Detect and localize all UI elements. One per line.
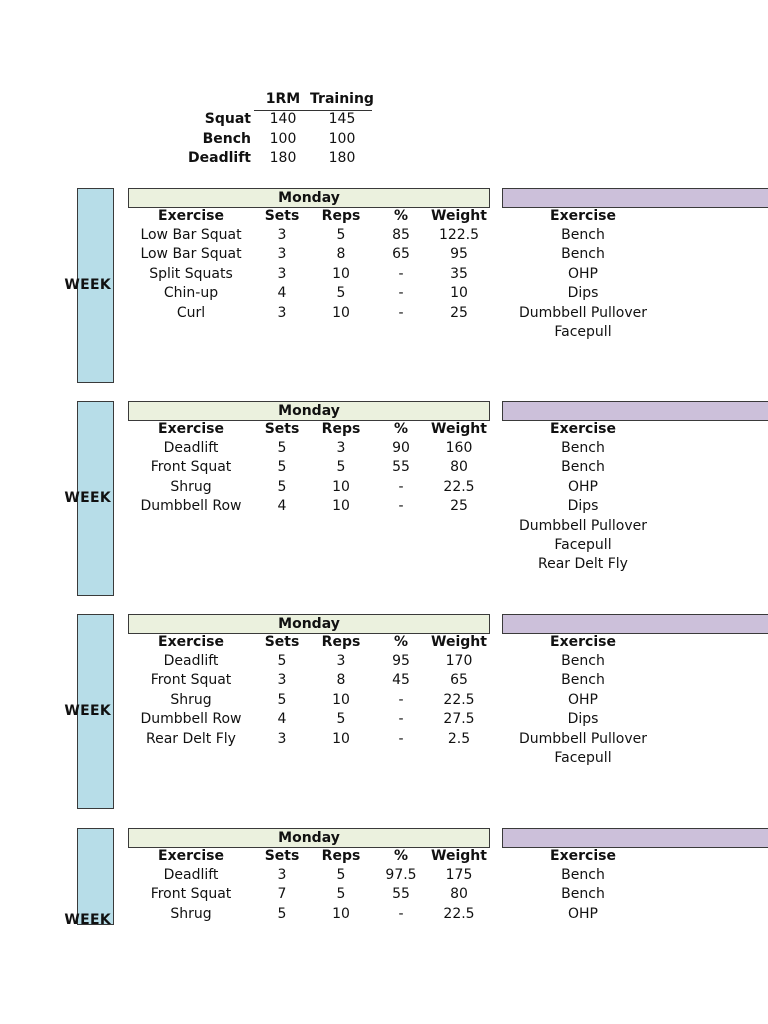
col-header-percent: %: [393, 634, 409, 650]
weight-cell: 35: [450, 265, 468, 282]
weight-cell: 160: [445, 440, 473, 456]
col-header-exercise: Exercise: [158, 208, 224, 224]
weight-cell: 10: [450, 285, 468, 302]
day-header-second: [502, 828, 768, 848]
sets-cell: 3: [277, 867, 287, 883]
exercise-cell: Low Bar Squat: [140, 246, 242, 263]
exercise-cell: Facepull: [554, 324, 612, 340]
reps-cell: 3: [336, 653, 346, 669]
sets-cell: 3: [277, 672, 287, 689]
reps-cell: 10: [332, 905, 350, 922]
exercise-cell: Low Bar Squat: [140, 227, 242, 243]
col-header-weight: Weight: [431, 848, 487, 864]
percent-cell: -: [398, 691, 404, 708]
exercise-cell: Dumbbell Pullover: [519, 730, 647, 747]
percent-cell: 65: [392, 246, 410, 263]
percent-cell: 90: [392, 440, 410, 456]
sets-cell: 7: [277, 886, 287, 903]
exercise-cell: Chin-up: [163, 285, 219, 302]
exercise-cell: Curl: [176, 304, 206, 321]
col-header-sets: Sets: [264, 421, 300, 437]
col-header-exercise: Exercise: [550, 421, 616, 437]
exercise-cell: Dips: [567, 285, 599, 302]
exercise-cell: Facepull: [554, 537, 612, 553]
exercise-cell: Split Squats: [149, 265, 233, 282]
training-max-header: Training: [310, 91, 374, 107]
day-header-monday: Monday: [128, 188, 490, 208]
weight-cell: 22.5: [443, 478, 475, 495]
col-header-reps: Reps: [321, 421, 361, 437]
reps-cell: 10: [332, 691, 350, 708]
exercise-cell: Bench: [561, 653, 605, 669]
exercise-cell: Dumbbell Row: [140, 711, 242, 728]
col-header-exercise: Exercise: [550, 208, 616, 224]
one-rm-header: 1RM: [265, 91, 301, 107]
reps-cell: 5: [336, 285, 346, 302]
weight-cell: 25: [450, 498, 468, 515]
week-tab: [64, 401, 114, 596]
reps-cell: 8: [336, 246, 346, 263]
percent-cell: -: [398, 304, 404, 321]
week-tab: [64, 828, 114, 928]
sets-cell: 5: [277, 478, 287, 495]
percent-cell: -: [398, 478, 404, 495]
col-header-exercise: Exercise: [550, 848, 616, 864]
lift-name: Deadlift: [188, 150, 251, 166]
percent-cell: -: [398, 498, 404, 515]
training-value: 145: [328, 111, 356, 127]
weight-cell: 122.5: [438, 227, 480, 243]
col-header-weight: Weight: [431, 634, 487, 650]
sets-cell: 3: [277, 246, 287, 263]
exercise-cell: Shrug: [170, 478, 212, 495]
col-header-sets: Sets: [264, 208, 300, 224]
exercise-cell: Bench: [561, 867, 605, 883]
col-header-reps: Reps: [321, 634, 361, 650]
exercise-cell: Shrug: [170, 905, 212, 922]
weight-cell: 175: [445, 867, 473, 883]
reps-cell: 5: [336, 867, 346, 883]
weight-cell: 80: [450, 459, 468, 476]
exercise-cell: OHP: [568, 905, 598, 922]
day-header-second: [502, 401, 768, 421]
col-header-exercise: Exercise: [158, 634, 224, 650]
training-value: 180: [328, 150, 356, 166]
reps-cell: 8: [336, 672, 346, 689]
reps-cell: 5: [336, 459, 346, 476]
exercise-cell: Deadlift: [163, 440, 219, 456]
reps-cell: 5: [336, 886, 346, 903]
week-tab: [64, 614, 114, 809]
exercise-cell: Deadlift: [163, 653, 219, 669]
reps-cell: 3: [336, 440, 346, 456]
col-header-percent: %: [393, 208, 409, 224]
exercise-cell: OHP: [568, 691, 598, 708]
weight-cell: 170: [445, 653, 473, 669]
one-rm-value: 180: [269, 150, 297, 166]
percent-cell: 95: [392, 653, 410, 669]
percent-cell: -: [398, 285, 404, 302]
week-label: WEEK: [64, 912, 111, 928]
sets-cell: 4: [277, 285, 287, 302]
week-label: WEEK: [64, 703, 111, 719]
exercise-cell: Dumbbell Row: [140, 498, 242, 515]
week-label: WEEK: [64, 277, 111, 293]
col-header-sets: Sets: [264, 634, 300, 650]
exercise-cell: Dips: [567, 498, 599, 515]
reps-cell: 5: [336, 711, 346, 728]
exercise-cell: Bench: [561, 886, 605, 903]
day-header-monday: Monday: [128, 401, 490, 421]
weight-cell: 95: [450, 246, 468, 263]
sets-cell: 4: [277, 498, 287, 515]
exercise-cell: OHP: [568, 478, 598, 495]
day-header-monday: Monday: [128, 614, 490, 634]
day-header-monday: Monday: [128, 828, 490, 848]
col-header-sets: Sets: [264, 848, 300, 864]
reps-cell: 10: [332, 498, 350, 515]
col-header-percent: %: [393, 848, 409, 864]
day-header-second: [502, 614, 768, 634]
day-header-second: [502, 188, 768, 208]
percent-cell: 55: [392, 886, 410, 903]
exercise-cell: Front Squat: [150, 886, 232, 903]
weight-cell: 65: [450, 672, 468, 689]
col-header-percent: %: [393, 421, 409, 437]
col-header-weight: Weight: [431, 421, 487, 437]
col-header-exercise: Exercise: [158, 848, 224, 864]
exercise-cell: Deadlift: [163, 867, 219, 883]
exercise-cell: Bench: [561, 672, 605, 689]
percent-cell: 55: [392, 459, 410, 476]
percent-cell: -: [398, 905, 404, 922]
weight-cell: 22.5: [443, 691, 475, 708]
week-tab: [64, 188, 114, 383]
week-label: WEEK: [64, 490, 111, 506]
reps-cell: 5: [336, 227, 346, 243]
percent-cell: 97.5: [385, 867, 417, 883]
reps-cell: 10: [332, 304, 350, 321]
training-value: 100: [328, 131, 356, 147]
sets-cell: 3: [277, 304, 287, 321]
sets-cell: 5: [277, 459, 287, 476]
percent-cell: -: [398, 265, 404, 282]
exercise-cell: Facepull: [554, 750, 612, 766]
exercise-cell: Front Squat: [150, 459, 232, 476]
percent-cell: 85: [392, 227, 410, 243]
exercise-cell: Bench: [561, 459, 605, 476]
sets-cell: 5: [277, 691, 287, 708]
weight-cell: 22.5: [443, 905, 475, 922]
one-rm-value: 100: [269, 131, 297, 147]
exercise-cell: Rear Delt Fly: [538, 556, 628, 573]
sets-cell: 5: [277, 653, 287, 669]
sets-cell: 3: [277, 265, 287, 282]
col-header-exercise: Exercise: [550, 634, 616, 650]
reps-cell: 10: [332, 478, 350, 495]
sets-cell: 3: [277, 730, 287, 747]
sets-cell: 4: [277, 711, 287, 728]
exercise-cell: Bench: [561, 440, 605, 456]
exercise-cell: Front Squat: [150, 672, 232, 689]
weight-cell: 25: [450, 304, 468, 321]
exercise-cell: Shrug: [170, 691, 212, 708]
sets-cell: 5: [277, 440, 287, 456]
exercise-cell: Dumbbell Pullover: [519, 304, 647, 321]
col-header-exercise: Exercise: [158, 421, 224, 437]
lift-name: Squat: [204, 111, 251, 127]
exercise-cell: OHP: [568, 265, 598, 282]
exercise-cell: Bench: [561, 246, 605, 263]
exercise-cell: Bench: [561, 227, 605, 243]
col-header-reps: Reps: [321, 848, 361, 864]
one-rm-value: 140: [269, 111, 297, 127]
exercise-cell: Rear Delt Fly: [146, 730, 236, 747]
lift-name: Bench: [202, 131, 251, 147]
sets-cell: 3: [277, 227, 287, 243]
reps-cell: 10: [332, 730, 350, 747]
sets-cell: 5: [277, 905, 287, 922]
percent-cell: 45: [392, 672, 410, 689]
weight-cell: 80: [450, 886, 468, 903]
percent-cell: -: [398, 711, 404, 728]
col-header-weight: Weight: [431, 208, 487, 224]
reps-cell: 10: [332, 265, 350, 282]
exercise-cell: Dumbbell Pullover: [519, 517, 647, 534]
percent-cell: -: [398, 730, 404, 747]
exercise-cell: Dips: [567, 711, 599, 728]
weight-cell: 27.5: [443, 711, 475, 728]
weight-cell: 2.5: [447, 730, 471, 747]
col-header-reps: Reps: [321, 208, 361, 224]
